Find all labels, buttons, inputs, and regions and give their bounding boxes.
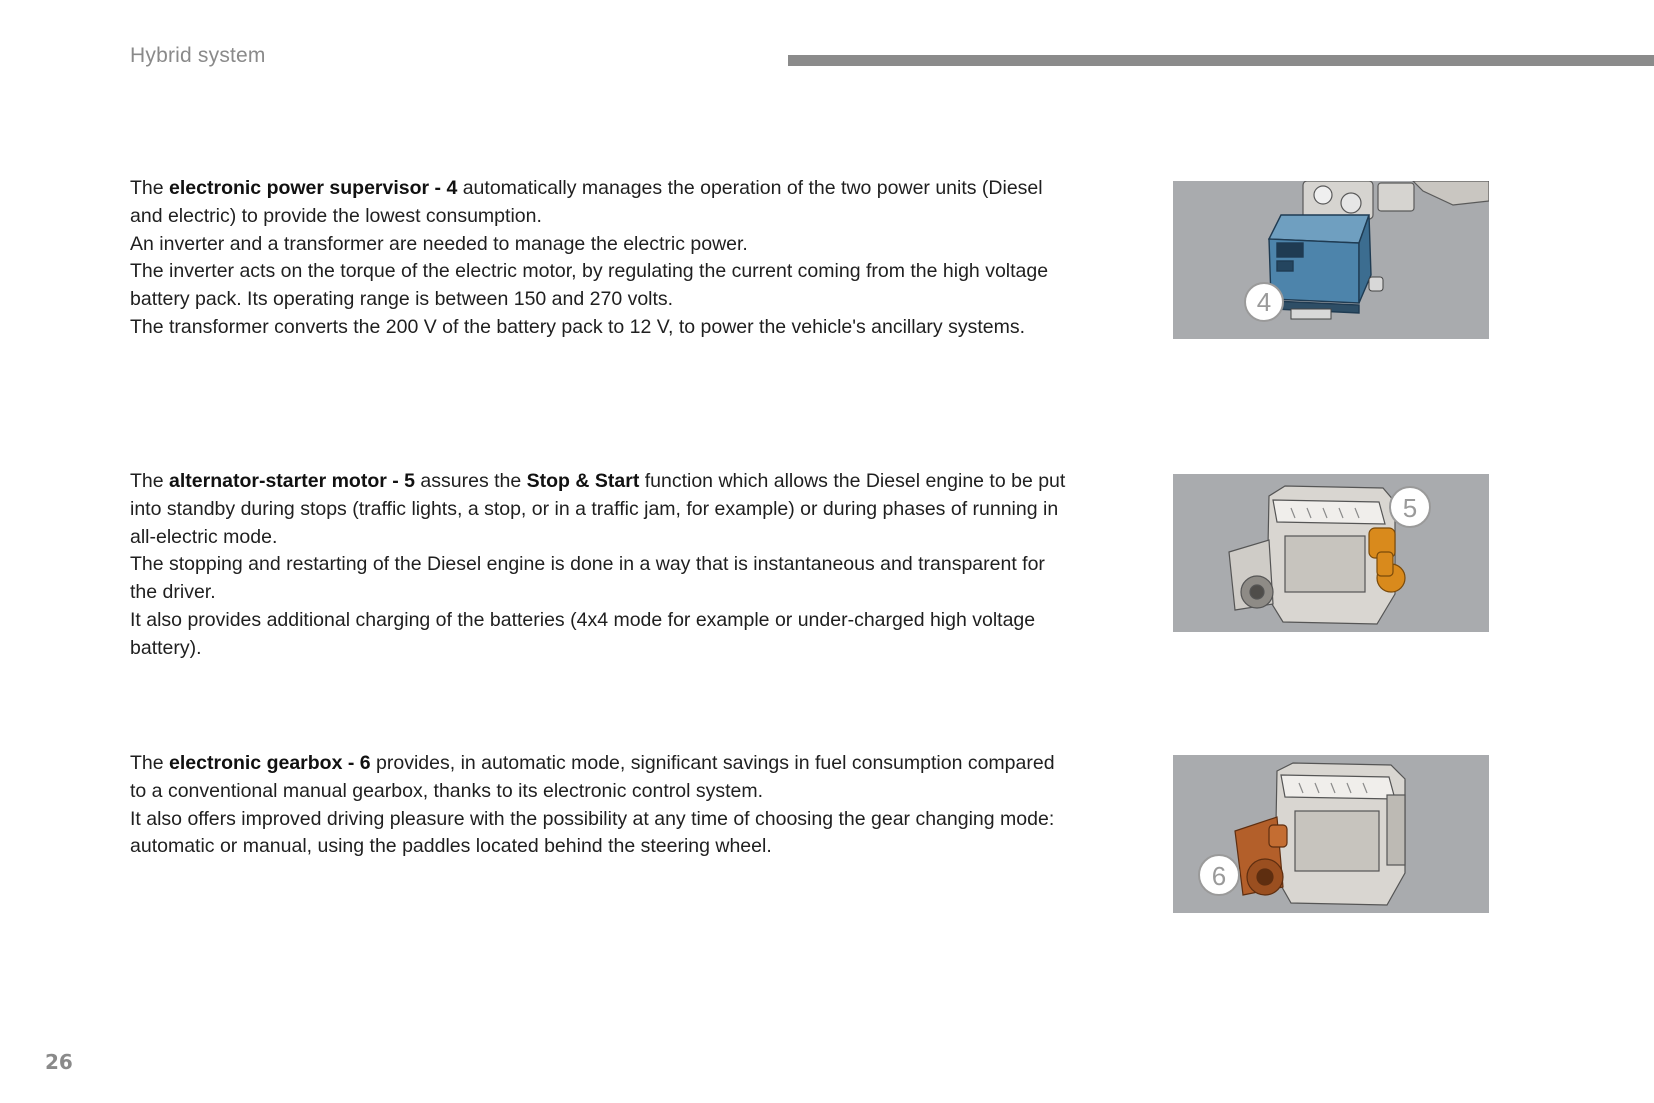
engine-gearbox-icon: [1173, 755, 1489, 913]
paragraph: An inverter and a transformer are needed to manage the electric power.: [130, 232, 748, 255]
paragraph: The electronic gearbox - 6 provides, in automatic mode, significant savings in fuel consumption compared to a conventional manual gearbox, thanks to its electronic control system.: [130, 752, 1055, 802]
paragraph: The stopping and restarting of the Diesel engine is done in a way that is instantaneous and transparent for the driver.: [130, 553, 1045, 604]
callout-label-6: 6: [1211, 861, 1227, 891]
callout-label-5: 5: [1402, 493, 1418, 523]
term-highlight: alternator-starter motor - 5: [169, 470, 415, 492]
paragraph: The inverter acts on the torque of the electric motor, by regulating the current coming from the high voltage battery pack. Its operating range is between 150 and 270 volts.: [130, 260, 1049, 311]
paragraph: It also provides additional charging of the batteries (4x4 mode for example or under-charged high voltage battery).: [130, 608, 1036, 659]
alternator-starter-section: [130, 468, 1070, 663]
paragraph: It also offers improved driving pleasure with the possibility at any time of choosing the gear changing mode: automatic or manual, using the paddles located behind the steering wheel.: [130, 807, 1055, 858]
term-highlight: Stop & Start: [526, 470, 640, 492]
electronic-gearbox-illustration: [1173, 755, 1489, 913]
page-number: 26: [45, 1050, 73, 1074]
power-supervisor-icon: [1173, 181, 1489, 339]
header-divider-bar: [788, 55, 1654, 66]
section-title: Hybrid system: [130, 44, 266, 67]
engine-alternator-icon: [1173, 474, 1489, 632]
electronic-gearbox-section: [130, 750, 1070, 861]
power-supervisor-illustration: [1173, 181, 1489, 339]
power-supervisor-section: [130, 175, 1070, 342]
term-highlight: electronic power supervisor - 4: [169, 177, 458, 199]
term-highlight: electronic gearbox - 6: [169, 752, 371, 774]
alternator-starter-illustration: [1173, 474, 1489, 632]
callout-label-4: 4: [1256, 287, 1272, 317]
paragraph: The alternator-starter motor - 5 assures the Stop & Start function which allows the Diesel engine to be put into standby during stops (traffic lights, a stop, or in a traffic jam, for example) or during phases of running in all-electric mode.: [130, 470, 1066, 548]
paragraph: The electronic power supervisor - 4 automatically manages the operation of the two power units (Diesel and electric) to provide the lowest consumption.: [130, 177, 1043, 227]
paragraph: The transformer converts the 200 V of the battery pack to 12 V, to power the vehicle's ancillary systems.: [130, 315, 1026, 338]
